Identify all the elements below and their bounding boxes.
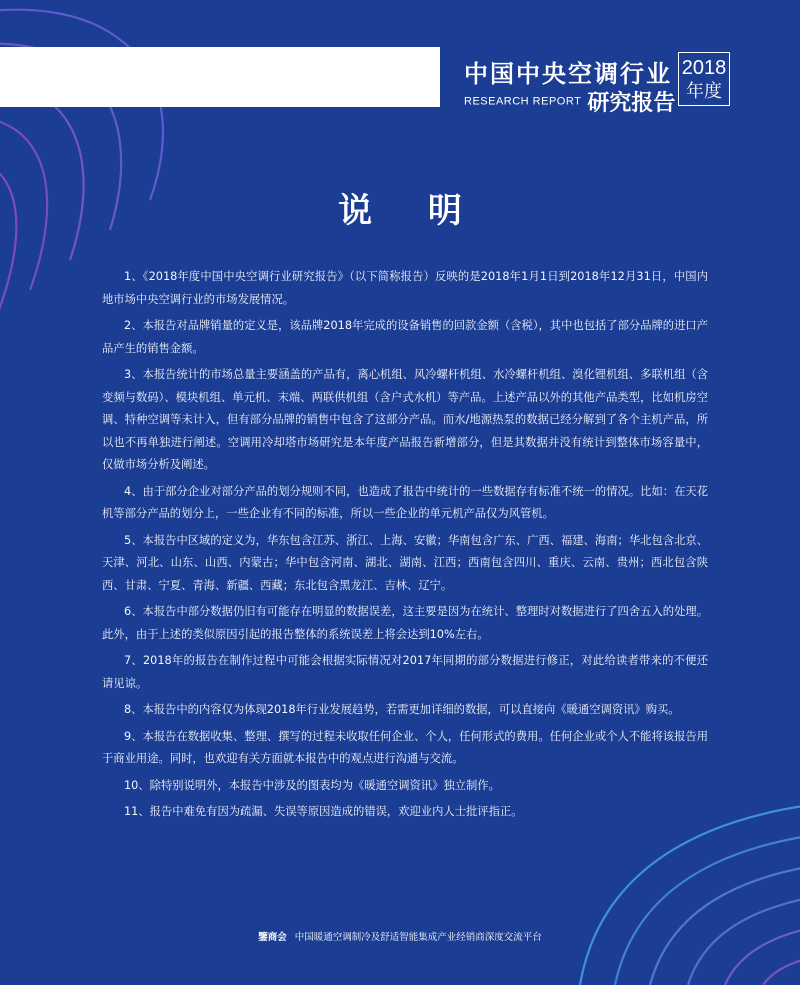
page-footer — [0, 929, 800, 943]
note-paragraph: 1、《2018年度中国中央空调行业研究报告》（以下简称报告）反映的是2018年1月1日到2018年12月31日，中国内地市场中央空调行业的市场发展情况。 — [102, 270, 708, 306]
brand-subtitle-en: RESEARCH REPORT — [464, 95, 582, 108]
year-number: 2018 — [681, 57, 727, 79]
report-brand — [464, 52, 784, 116]
brand-subtitle — [464, 86, 675, 117]
note-paragraph: 5、本报告中区域的定义为，华东包含江苏、浙江、上海、安徽；华南包含广东、广西、福建、海南；华北包含北京、天津、河北、山东、山西、内蒙古；华中包含河南、湖北、湖南、江西；西南包含四川、重庆、云南、贵州；西北包含陕西、甘肃、宁夏、青海、新疆、西藏；东北包含黑龙江、吉林、辽宁。 — [102, 533, 708, 592]
notes-body — [102, 266, 708, 828]
note-paragraph: 9、本报告在数据收集、整理、撰写的过程未收取任何企业、个人，任何形式的费用。任何企业或个人不能将该报告用于商业用途。同时，也欢迎有关方面就本报告中的观点进行沟通与交流。 — [102, 729, 708, 765]
brand-subtitle-cn: 研究报告 — [587, 91, 676, 116]
note-paragraph: 11、报告中难免有因为疏漏、失误等原因造成的错误，欢迎业内人士批评指正。 — [124, 805, 523, 818]
footer-org: 鑒商会 — [258, 932, 287, 943]
note-paragraph: 7、2018年的报告在制作过程中可能会根据实际情况对2017年同期的部分数据进行修正，对此给读者带来的不便还请见谅。 — [102, 654, 708, 690]
note-paragraph: 3、本报告统计的市场总量主要涵盖的产品有，离心机组、风冷螺杆机组、水冷螺杆机组、溴化锂机组、多联机组（含变频与数码）、模块机组、单元机、末端、两联供机组（含户式水机）等产品。上述产品以外的其他产品类型，比如机房空调、特种空调等未计入，但有部分品牌的销售中包含了这部分产品。而水/地源热泵的数据已经分解到了各个主机产品，所以也不再单独进行阐述。空调用冷却塔市场研究是本年度产品报告新增部分，但是其数据并没有统计到整体市场容量中，仅做市场分析及阐述。 — [102, 368, 708, 471]
note-paragraph: 4、由于部分企业对部分产品的划分规则不同，也造成了报告中统计的一些数据存有标准不统一的情况。比如：在天花机等部分产品的划分上，一些企业有不同的标准，所以一些企业的单元机产品仅为风管机。 — [102, 484, 708, 520]
footer-slogan: 中国暖通空调制冷及舒适智能集成产业经销商深度交流平台 — [294, 932, 542, 943]
note-paragraph: 2、本报告对品牌销量的定义是，该品牌2018年完成的设备销售的回款金额（含税），其中也包括了部分品牌的进口产品产生的销售金额。 — [102, 319, 708, 355]
note-paragraph: 8、本报告中的内容仅为体现2018年行业发展趋势，若需更加详细的数据，可以直接向《暖通空调资讯》购买。 — [124, 703, 680, 716]
note-paragraph: 6、本报告中部分数据仍旧有可能存在明显的数据误差，这主要是因为在统计、整理时对数据进行了四舍五入的处理。此外，由于上述的类似原因引起的报告整体的系统误差上将会达到10%左右。 — [102, 605, 708, 641]
page-title: 说 明 — [338, 191, 484, 231]
brand-title: 中国中央空调行业 — [464, 60, 672, 88]
year-suffix: 年度 — [686, 81, 722, 102]
year-badge — [678, 52, 730, 106]
header-white-band — [0, 47, 440, 107]
note-paragraph: 10、除特别说明外，本报告中涉及的图表均为《暖通空调资讯》独立制作。 — [124, 778, 500, 792]
